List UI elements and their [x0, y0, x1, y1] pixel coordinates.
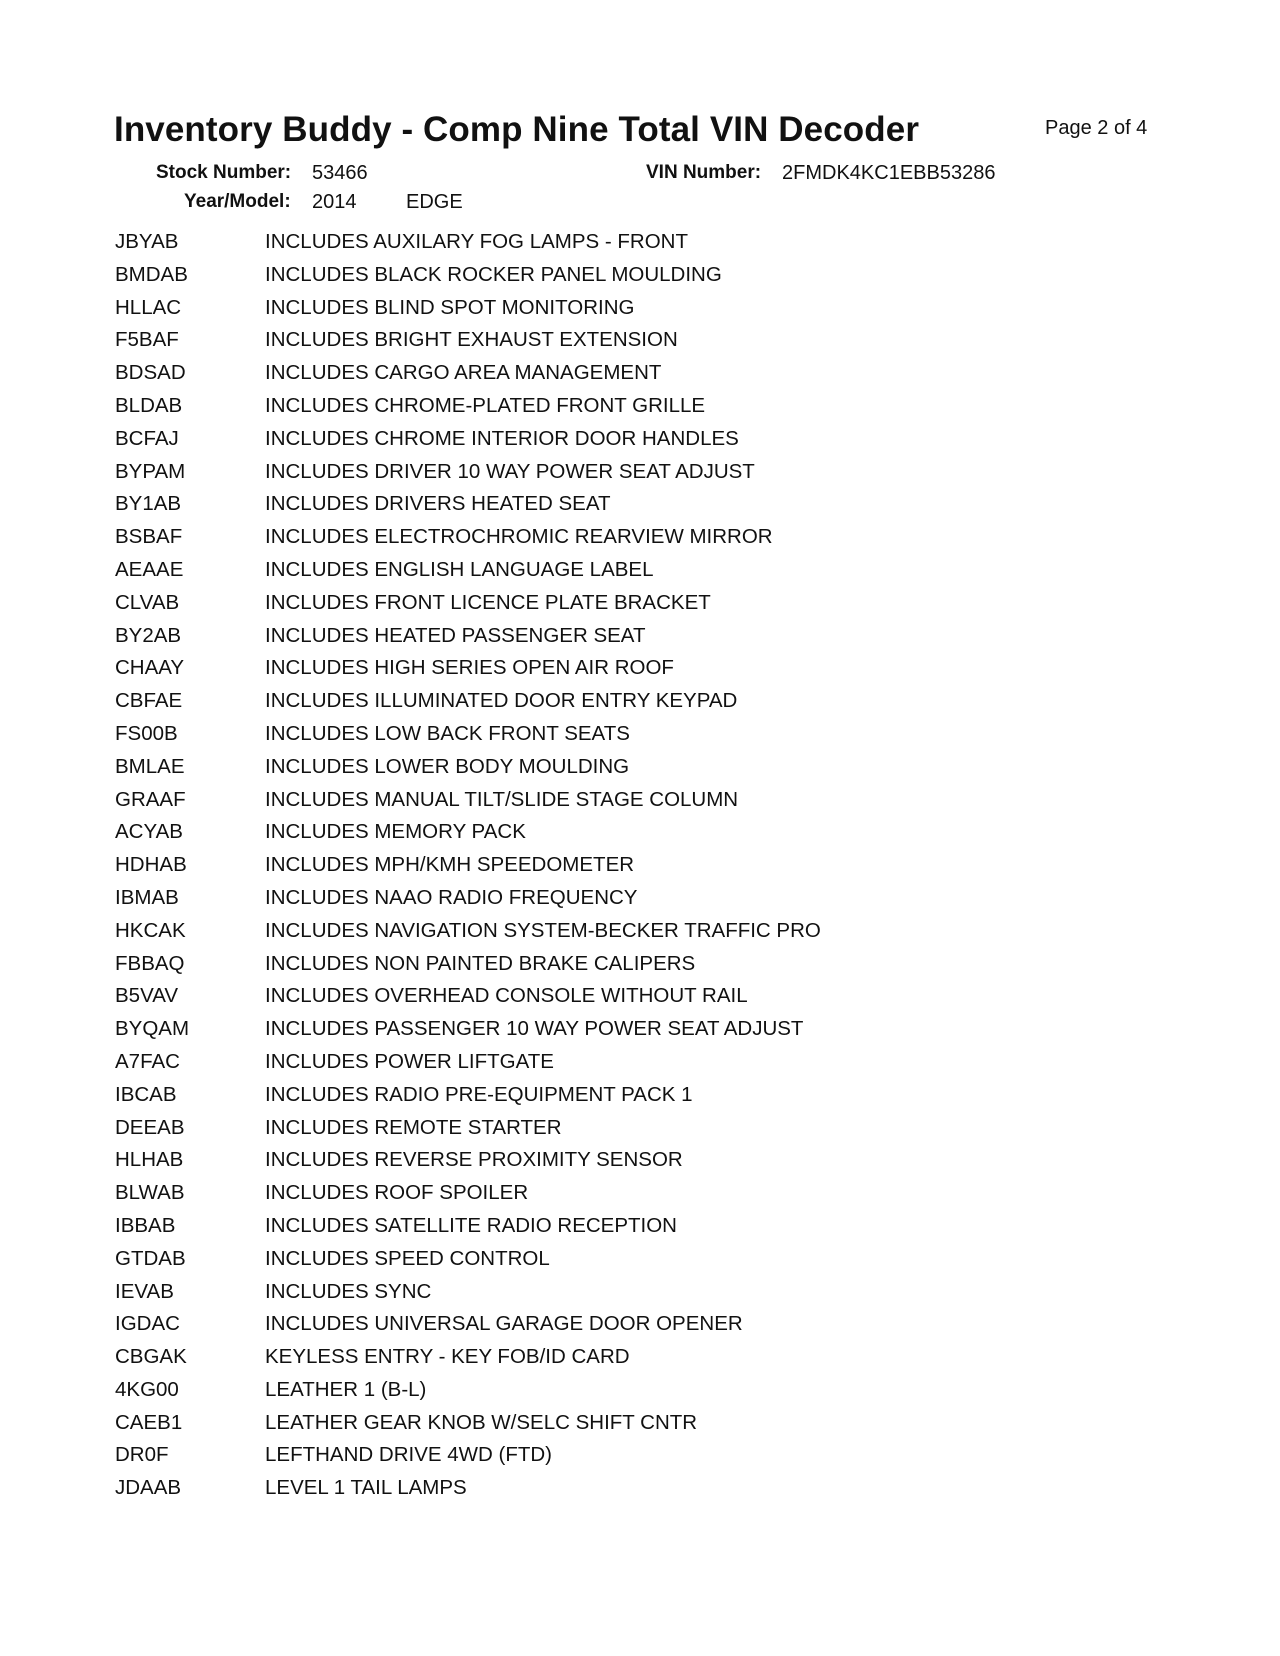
option-description: INCLUDES CHROME INTERIOR DOOR HANDLES	[265, 426, 739, 450]
option-code: DR0F	[115, 1443, 169, 1467]
option-code: JDAAB	[115, 1476, 182, 1500]
option-row	[115, 591, 821, 624]
option-description: INCLUDES NAVIGATION SYSTEM-BECKER TRAFFIC PRO	[265, 918, 821, 942]
option-code: BLDAB	[115, 393, 183, 417]
option-description: INCLUDES SATELLITE RADIO RECEPTION	[265, 1213, 677, 1237]
option-row	[115, 952, 821, 985]
option-code: BYQAM	[115, 1017, 190, 1041]
option-code: 4KG00	[115, 1377, 179, 1401]
option-row	[115, 1148, 821, 1181]
option-description: INCLUDES HIGH SERIES OPEN AIR ROOF	[265, 656, 674, 680]
option-code: B5VAV	[115, 984, 179, 1008]
option-code: HKCAK	[115, 918, 186, 942]
option-description: INCLUDES PASSENGER 10 WAY POWER SEAT ADJUST	[265, 1017, 804, 1041]
option-row	[115, 1476, 821, 1509]
option-description: INCLUDES REMOTE STARTER	[265, 1115, 562, 1139]
page-title: Inventory Buddy - Comp Nine Total VIN Decoder	[114, 110, 920, 149]
option-description: INCLUDES BLIND SPOT MONITORING	[265, 295, 635, 319]
option-code: F5BAF	[115, 328, 179, 352]
option-description: LEATHER 1 (B-L)	[265, 1377, 427, 1401]
option-row	[115, 1443, 821, 1476]
option-row	[115, 460, 821, 493]
option-code: A7FAC	[115, 1049, 180, 1073]
option-description: INCLUDES ENGLISH LANGUAGE LABEL	[265, 557, 654, 581]
option-row	[115, 361, 821, 394]
option-description: INCLUDES DRIVERS HEATED SEAT	[265, 492, 611, 516]
option-code: HLHAB	[115, 1148, 184, 1172]
option-description: INCLUDES CARGO AREA MANAGEMENT	[265, 361, 662, 385]
option-row	[115, 328, 821, 361]
option-code: CHAAY	[115, 656, 185, 680]
option-description: INCLUDES POWER LIFTGATE	[265, 1049, 554, 1073]
option-description: INCLUDES BLACK ROCKER PANEL MOULDING	[265, 262, 722, 286]
option-description: INCLUDES ROOF SPOILER	[265, 1181, 529, 1205]
option-code: GTDAB	[115, 1246, 186, 1270]
vin-number-value: 2FMDK4KC1EBB53286	[782, 162, 996, 184]
option-code: BMLAE	[115, 754, 185, 778]
option-description: INCLUDES ILLUMINATED DOOR ENTRY KEYPAD	[265, 689, 738, 713]
option-row	[115, 1181, 821, 1214]
option-description: INCLUDES LOW BACK FRONT SEATS	[265, 721, 630, 745]
option-code: FBBAQ	[115, 951, 185, 975]
option-row	[115, 788, 821, 821]
year-value: 2014	[312, 191, 357, 213]
stock-number-label: Stock Number:	[156, 162, 292, 183]
option-row	[115, 853, 821, 886]
option-row	[115, 1312, 821, 1345]
option-code: AEAAE	[115, 557, 184, 581]
option-row	[115, 263, 821, 296]
option-row	[115, 1247, 821, 1280]
vin-number-label: VIN Number:	[646, 162, 762, 183]
option-code: BY1AB	[115, 492, 182, 516]
option-row	[115, 656, 821, 689]
option-row	[115, 624, 821, 657]
option-code: BDSAD	[115, 361, 186, 385]
option-row	[115, 558, 821, 591]
option-description: INCLUDES LOWER BODY MOULDING	[265, 754, 630, 778]
option-description: LEVEL 1 TAIL LAMPS	[265, 1476, 467, 1500]
option-description: INCLUDES MPH/KMH SPEEDOMETER	[265, 853, 635, 877]
option-code: BSBAF	[115, 525, 183, 549]
stock-number-value: 53466	[312, 162, 368, 184]
option-description: INCLUDES UNIVERSAL GARAGE DOOR OPENER	[265, 1312, 743, 1336]
option-code: FS00B	[115, 721, 178, 745]
option-description: INCLUDES ELECTROCHROMIC REARVIEW MIRROR	[265, 525, 773, 549]
option-code: ACYAB	[115, 820, 183, 844]
option-description: INCLUDES BRIGHT EXHAUST EXTENSION	[265, 328, 678, 352]
option-description: INCLUDES NAAO RADIO FREQUENCY	[265, 885, 638, 909]
option-row	[115, 722, 821, 755]
option-row	[115, 919, 821, 952]
option-description: INCLUDES RADIO PRE-EQUIPMENT PACK 1	[265, 1082, 693, 1106]
option-row	[115, 984, 821, 1017]
option-row	[115, 1116, 821, 1149]
option-code: BMDAB	[115, 262, 188, 286]
option-row	[115, 230, 821, 263]
option-row	[115, 296, 821, 329]
option-description: INCLUDES DRIVER 10 WAY POWER SEAT ADJUST	[265, 459, 755, 483]
option-row	[115, 1050, 821, 1083]
option-code: IBBAB	[115, 1213, 176, 1237]
option-row	[115, 394, 821, 427]
page-number: Page 2 of 4	[1045, 117, 1148, 139]
option-code: CAEB1	[115, 1410, 183, 1434]
option-row	[115, 1411, 821, 1444]
option-description: INCLUDES CHROME-PLATED FRONT GRILLE	[265, 393, 706, 417]
option-row	[115, 1214, 821, 1247]
option-row	[115, 525, 821, 558]
year-model-label: Year/Model:	[184, 191, 291, 212]
option-description: INCLUDES NON PAINTED BRAKE CALIPERS	[265, 951, 696, 975]
option-description: INCLUDES REVERSE PROXIMITY SENSOR	[265, 1148, 683, 1172]
option-row	[115, 427, 821, 460]
option-row	[115, 886, 821, 919]
option-code-list	[115, 230, 821, 1509]
option-code: HLLAC	[115, 295, 182, 319]
option-description: INCLUDES SPEED CONTROL	[265, 1246, 550, 1270]
option-description: KEYLESS ENTRY - KEY FOB/ID CARD	[265, 1345, 630, 1369]
option-code: IBCAB	[115, 1082, 177, 1106]
model-value: EDGE	[406, 191, 463, 213]
option-description: INCLUDES AUXILARY FOG LAMPS - FRONT	[265, 230, 689, 253]
option-code: HDHAB	[115, 853, 187, 877]
option-code: BY2AB	[115, 623, 182, 647]
option-code: IEVAB	[115, 1279, 174, 1303]
option-description: INCLUDES SYNC	[265, 1279, 432, 1303]
option-row	[115, 1017, 821, 1050]
option-code: GRAAF	[115, 787, 186, 811]
option-row	[115, 1280, 821, 1313]
option-description: INCLUDES MANUAL TILT/SLIDE STAGE COLUMN	[265, 787, 739, 811]
option-description: INCLUDES OVERHEAD CONSOLE WITHOUT RAIL	[265, 984, 748, 1008]
option-row	[115, 755, 821, 788]
option-code: JBYAB	[115, 230, 179, 253]
option-description: INCLUDES FRONT LICENCE PLATE BRACKET	[265, 590, 711, 614]
option-code: DEEAB	[115, 1115, 185, 1139]
option-code: IBMAB	[115, 885, 179, 909]
option-description: LEATHER GEAR KNOB W/SELC SHIFT CNTR	[265, 1410, 698, 1434]
option-row	[115, 1345, 821, 1378]
option-row	[115, 820, 821, 853]
option-row	[115, 1378, 821, 1411]
option-description: LEFTHAND DRIVE 4WD (FTD)	[265, 1443, 552, 1467]
option-row	[115, 689, 821, 722]
option-code: BCFAJ	[115, 426, 179, 450]
option-row	[115, 492, 821, 525]
option-code: IGDAC	[115, 1312, 180, 1336]
option-code: BLWAB	[115, 1181, 185, 1205]
option-row	[115, 1083, 821, 1116]
option-code: CBGAK	[115, 1345, 187, 1369]
option-code: CBFAE	[115, 689, 183, 713]
option-code: BYPAM	[115, 459, 186, 483]
option-description: INCLUDES HEATED PASSENGER SEAT	[265, 623, 646, 647]
option-description: INCLUDES MEMORY PACK	[265, 820, 526, 844]
option-code: CLVAB	[115, 590, 180, 614]
